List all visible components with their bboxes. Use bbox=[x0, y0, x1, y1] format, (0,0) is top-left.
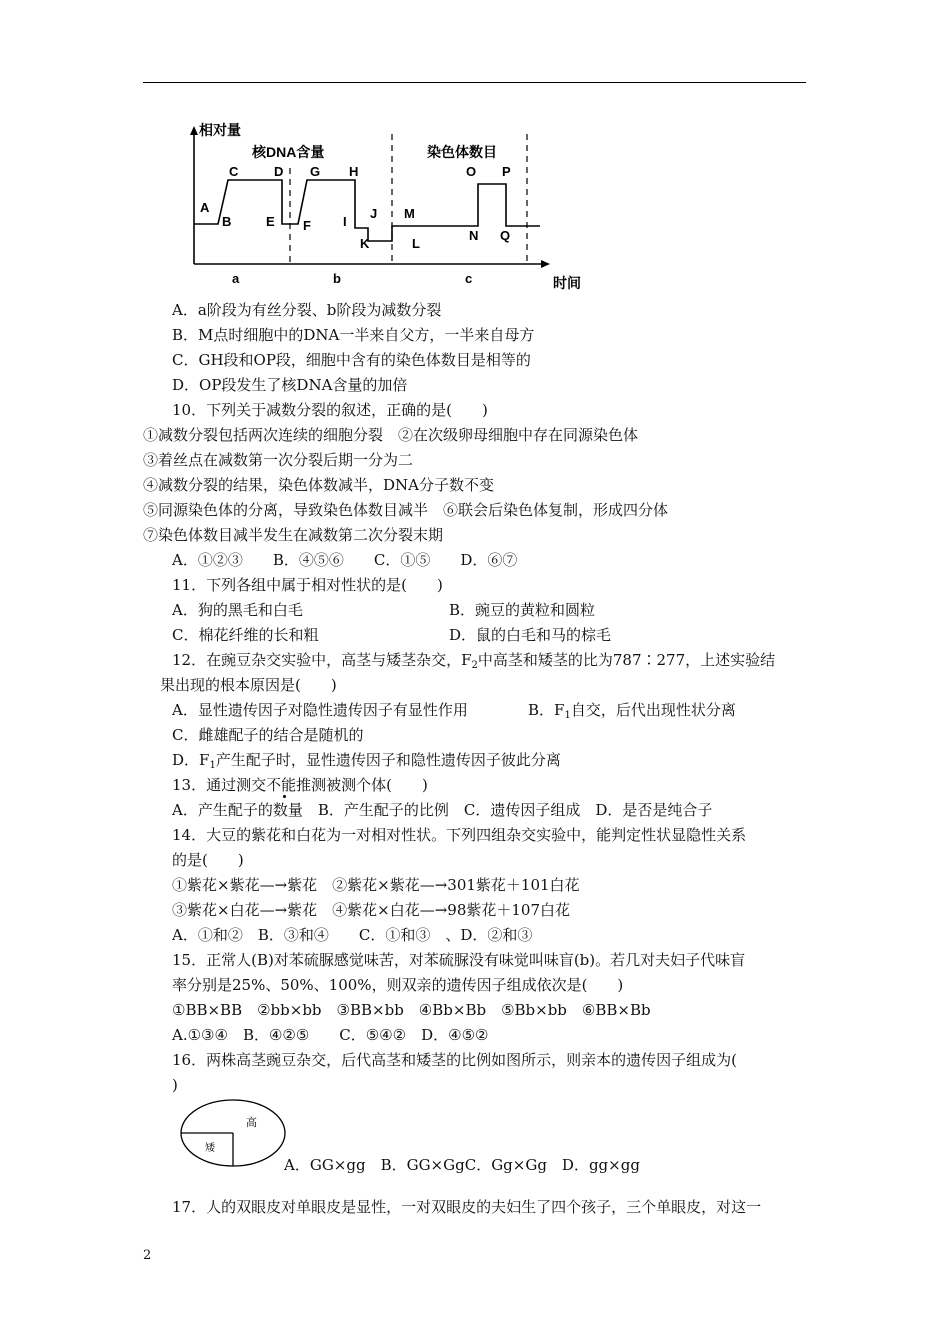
point-label: K bbox=[360, 236, 370, 251]
q14-stem-line1: 14．大豆的紫花和白花为一对相对性状。下列四组杂交实验中，能判定性状显隐性关系 bbox=[172, 826, 747, 844]
point-label: E bbox=[266, 214, 275, 229]
q9-option-c: C．GH段和OP段，细胞中含有的染色体数目是相等的 bbox=[172, 351, 531, 369]
dna-chromosome-graph bbox=[180, 120, 600, 298]
q14-options: A．①和② B．③和④ C．①和③ 、D．②和③ bbox=[172, 926, 533, 944]
graph-region1-label: 核DNA含量 bbox=[252, 144, 325, 160]
point-label: A bbox=[200, 200, 210, 215]
emphasis-dot bbox=[283, 795, 286, 798]
pie-label-short: 矮 bbox=[205, 1143, 215, 1154]
q12-stem-line1: 12．在豌豆杂交实验中，高茎与矮茎杂交，$F_2$中高茎和矮茎的比为787∶277，上述实验结 bbox=[172, 651, 776, 671]
q13-options: A．产生配子的数量 B．产生配子的比例 C．遗传因子组成 D．是否是纯合子 bbox=[172, 801, 713, 819]
q15-stem-line1: 15．正常人(B)对苯硫脲感觉味苦，对苯硫脲没有味觉叫味盲(b)。若几对夫妇子代味盲 bbox=[172, 951, 746, 969]
q16-stem-line1: 16．两株高茎豌豆杂交，后代高茎和矮茎的比例如图所示，则亲本的遗传因子组成为( bbox=[172, 1051, 737, 1069]
point-label: P bbox=[502, 164, 511, 179]
point-label: L bbox=[412, 236, 420, 251]
stage-label: a bbox=[232, 271, 240, 286]
q12-option-c: C．雌雄配子的结合是随机的 bbox=[172, 726, 364, 744]
q11-option-c: C．棉花纤维的长和粗 bbox=[172, 626, 319, 644]
q10-item: ③着丝点在减数第一次分裂后期一分为二 bbox=[143, 451, 414, 469]
q11-stem: 11．下列各组中属于相对性状的是( ) bbox=[172, 576, 443, 594]
q10-options: A．①②③ B．④⑤⑥ C．①⑤ D．⑥⑦ bbox=[172, 551, 518, 569]
q16-stem-line2: ) bbox=[172, 1076, 178, 1094]
q15-stem-line2: 率分别是25%、50%、100%，则双亲的遗传因子组成依次是( ) bbox=[172, 976, 624, 994]
point-label: J bbox=[370, 206, 378, 221]
q11-option-d: D．鼠的白毛和马的棕毛 bbox=[449, 626, 612, 644]
q9-option-b: B．M点时细胞中的DNA一半来自父方，一半来自母方 bbox=[172, 326, 535, 344]
point-label: F bbox=[303, 218, 311, 233]
q15-options: A.①③④ B．④②⑤ C．⑤④② D．④⑤② bbox=[172, 1026, 489, 1044]
q9-option-d: D．OP段发生了核DNA含量的加倍 bbox=[172, 376, 408, 394]
q15-items: ①BB×BB ②bb×bb ③BB×bb ④Bb×Bb ⑤Bb×bb ⑥BB×Bb bbox=[172, 1001, 651, 1019]
graph-region2-label: 染色体数目 bbox=[427, 144, 497, 160]
point-label: I bbox=[343, 214, 347, 229]
q12-stem-line2: 果出现的根本原因是( ) bbox=[160, 676, 337, 694]
q13-stem: 13．通过测交不能推测被测个体( ) bbox=[172, 776, 428, 794]
point-label: O bbox=[466, 164, 477, 179]
stage-label: b bbox=[333, 271, 341, 286]
graph-x-label: 时间 bbox=[553, 275, 581, 291]
point-label: G bbox=[310, 164, 321, 179]
q14-items-1: ①紫花×紫花—→紫花 ②紫花×紫花—→301紫花＋101白花 bbox=[172, 876, 580, 894]
q12-option-b: B．$F_1$自交，后代出现性状分离 bbox=[528, 701, 736, 721]
q10-stem: 10．下列关于减数分裂的叙述，正确的是( ) bbox=[172, 401, 488, 419]
point-label: Q bbox=[500, 228, 511, 243]
q11-option-a: A．狗的黑毛和白毛 bbox=[172, 601, 303, 619]
tall-short-pie-chart bbox=[178, 1098, 288, 1170]
q17-stem: 17．人的双眼皮对单眼皮是显性，一对双眼皮的夫妇生了四个孩子，三个单眼皮，对这一 bbox=[172, 1198, 762, 1216]
page-number: 2 bbox=[143, 1248, 152, 1263]
q10-item: ⑦染色体数目减半发生在减数第二次分裂末期 bbox=[143, 526, 444, 544]
stage-label: c bbox=[465, 271, 473, 286]
graph-y-label: 相对量 bbox=[199, 122, 241, 138]
q12-option-a: A．显性遗传因子对隐性遗传因子有显性作用 bbox=[172, 701, 468, 719]
q11-option-b: B．豌豆的黄粒和圆粒 bbox=[449, 601, 596, 619]
q10-item: ④减数分裂的结果，染色体数减半，DNA分子数不变 bbox=[143, 476, 494, 494]
point-label: C bbox=[229, 164, 239, 179]
q16-options: A．GG×gg B．GG×GgC．Gg×Gg D．gg×gg bbox=[284, 1156, 640, 1174]
point-label: D bbox=[274, 164, 284, 179]
q14-items-2: ③紫花×白花—→紫花 ④紫花×白花—→98紫花＋107白花 bbox=[172, 901, 570, 919]
header-rule bbox=[143, 82, 806, 83]
q12-option-d: D．$F_1$产生配子时，显性遗传因子和隐性遗传因子彼此分离 bbox=[172, 751, 561, 771]
q10-item: ⑤同源染色体的分离，导致染色体数目减半 ⑥联会后染色体复制，形成四分体 bbox=[143, 501, 669, 519]
q10-item: ①减数分裂包括两次连续的细胞分裂 ②在次级卵母细胞中存在同源染色体 bbox=[143, 426, 639, 444]
pie-label-tall: 高 bbox=[246, 1116, 257, 1129]
point-label: M bbox=[404, 206, 415, 221]
point-label: N bbox=[469, 228, 479, 243]
point-label: B bbox=[222, 214, 232, 229]
q9-option-a: A．a阶段为有丝分裂、b阶段为减数分裂 bbox=[172, 301, 442, 319]
q14-stem-line2: 的是( ) bbox=[172, 851, 244, 869]
point-label: H bbox=[349, 164, 359, 179]
